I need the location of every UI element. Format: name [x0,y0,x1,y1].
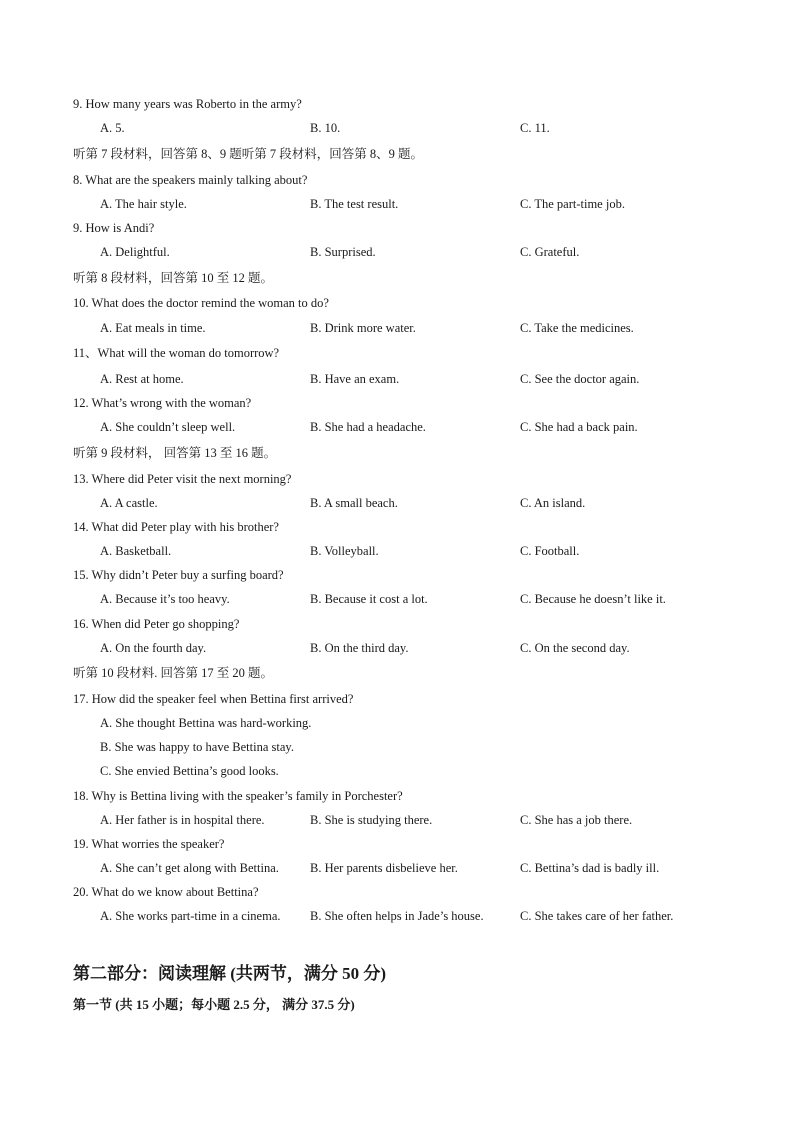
option-b: B. On the third day. [310,641,409,655]
question-text: 13. Where did Peter visit the next morning? [73,472,292,486]
question-text: 11、What will the woman do tomorrow? [73,346,280,360]
question-text: 20. What do we know about Bettina? [73,885,259,899]
option-a: A. Her father is in hospital there. [100,813,265,827]
option-a: A. Rest at home. [100,372,184,386]
option-line: A. She thought Bettina was hard-working. [100,716,312,730]
option-a: A. The hair style. [100,197,187,211]
option-b: B. Volleyball. [310,544,379,558]
option-c: C. Take the medicines. [520,321,634,335]
listening-instruction: 听第 8 段材料，回答第 10 至 12 题。 [73,271,274,285]
option-a: A. Delightful. [100,245,170,259]
listening-instruction: 听第 9 段材料， 回答第 13 至 16 题。 [73,446,277,460]
option-c: C. On the second day. [520,641,630,655]
option-a: A. Because it’s too heavy. [100,592,230,606]
option-a: A. 5. [100,121,125,135]
question-text: 16. When did Peter go shopping? [73,617,240,631]
option-c: C. The part-time job. [520,197,625,211]
option-b: B. Have an exam. [310,372,400,386]
option-line: B. She was happy to have Bettina stay. [100,740,294,754]
option-b: B. Surprised. [310,245,376,259]
option-b: B. Drink more water. [310,321,416,335]
part-two-heading: 第二部分：阅读理解 (共两节，满分 50 分) [73,964,387,983]
question-text: 18. Why is Bettina living with the speaker’s family in Porchester? [73,789,403,803]
section-one-heading: 第一节 (共 15 小题；每小题 2.5 分， 满分 37.5 分) [73,997,355,1012]
option-c: C. She had a back pain. [520,420,638,434]
question-text: 12. What’s wrong with the woman? [73,396,252,410]
option-a: A. She can’t get along with Bettina. [100,861,279,875]
option-b: B. She often helps in Jade’s house. [310,909,484,923]
option-line: C. She envied Bettina’s good looks. [100,764,279,778]
option-c: C. Because he doesn’t like it. [520,592,666,606]
option-a: A. Basketball. [100,544,172,558]
option-c: C. See the doctor again. [520,372,640,386]
question-text: 17. How did the speaker feel when Bettina first arrived? [73,692,354,706]
option-a: A. She couldn’t sleep well. [100,420,236,434]
option-b: B. Because it cost a lot. [310,592,428,606]
option-b: B. Her parents disbelieve her. [310,861,458,875]
option-c: C. She has a job there. [520,813,633,827]
question-text: 14. What did Peter play with his brother? [73,520,279,534]
option-b: B. She is studying there. [310,813,433,827]
question-text: 8. What are the speakers mainly talking about? [73,173,308,187]
option-c: C. Grateful. [520,245,580,259]
option-b: B. 10. [310,121,341,135]
option-c: C. Football. [520,544,580,558]
option-b: B. A small beach. [310,496,398,510]
question-text: 15. Why didn’t Peter buy a surfing board? [73,568,284,582]
option-b: B. The test result. [310,197,399,211]
option-c: C. Bettina’s dad is badly ill. [520,861,660,875]
option-a: A. On the fourth day. [100,641,207,655]
question-text: 9. How many years was Roberto in the army? [73,97,302,111]
question-text: 10. What does the doctor remind the woman to do? [73,296,329,310]
option-c: C. 11. [520,121,550,135]
option-c: C. She takes care of her father. [520,909,674,923]
option-b: B. She had a headache. [310,420,426,434]
question-text: 19. What worries the speaker? [73,837,225,851]
option-a: A. She works part-time in a cinema. [100,909,281,923]
option-a: A. A castle. [100,496,158,510]
listening-instruction: 听第 10 段材料. 回答第 17 至 20 题。 [73,666,274,680]
listening-instruction: 听第 7 段材料，回答第 8、9 题听第 7 段材料，回答第 8、9 题。 [73,147,424,161]
option-a: A. Eat meals in time. [100,321,206,335]
question-text: 9. How is Andi? [73,221,155,235]
option-c: C. An island. [520,496,586,510]
